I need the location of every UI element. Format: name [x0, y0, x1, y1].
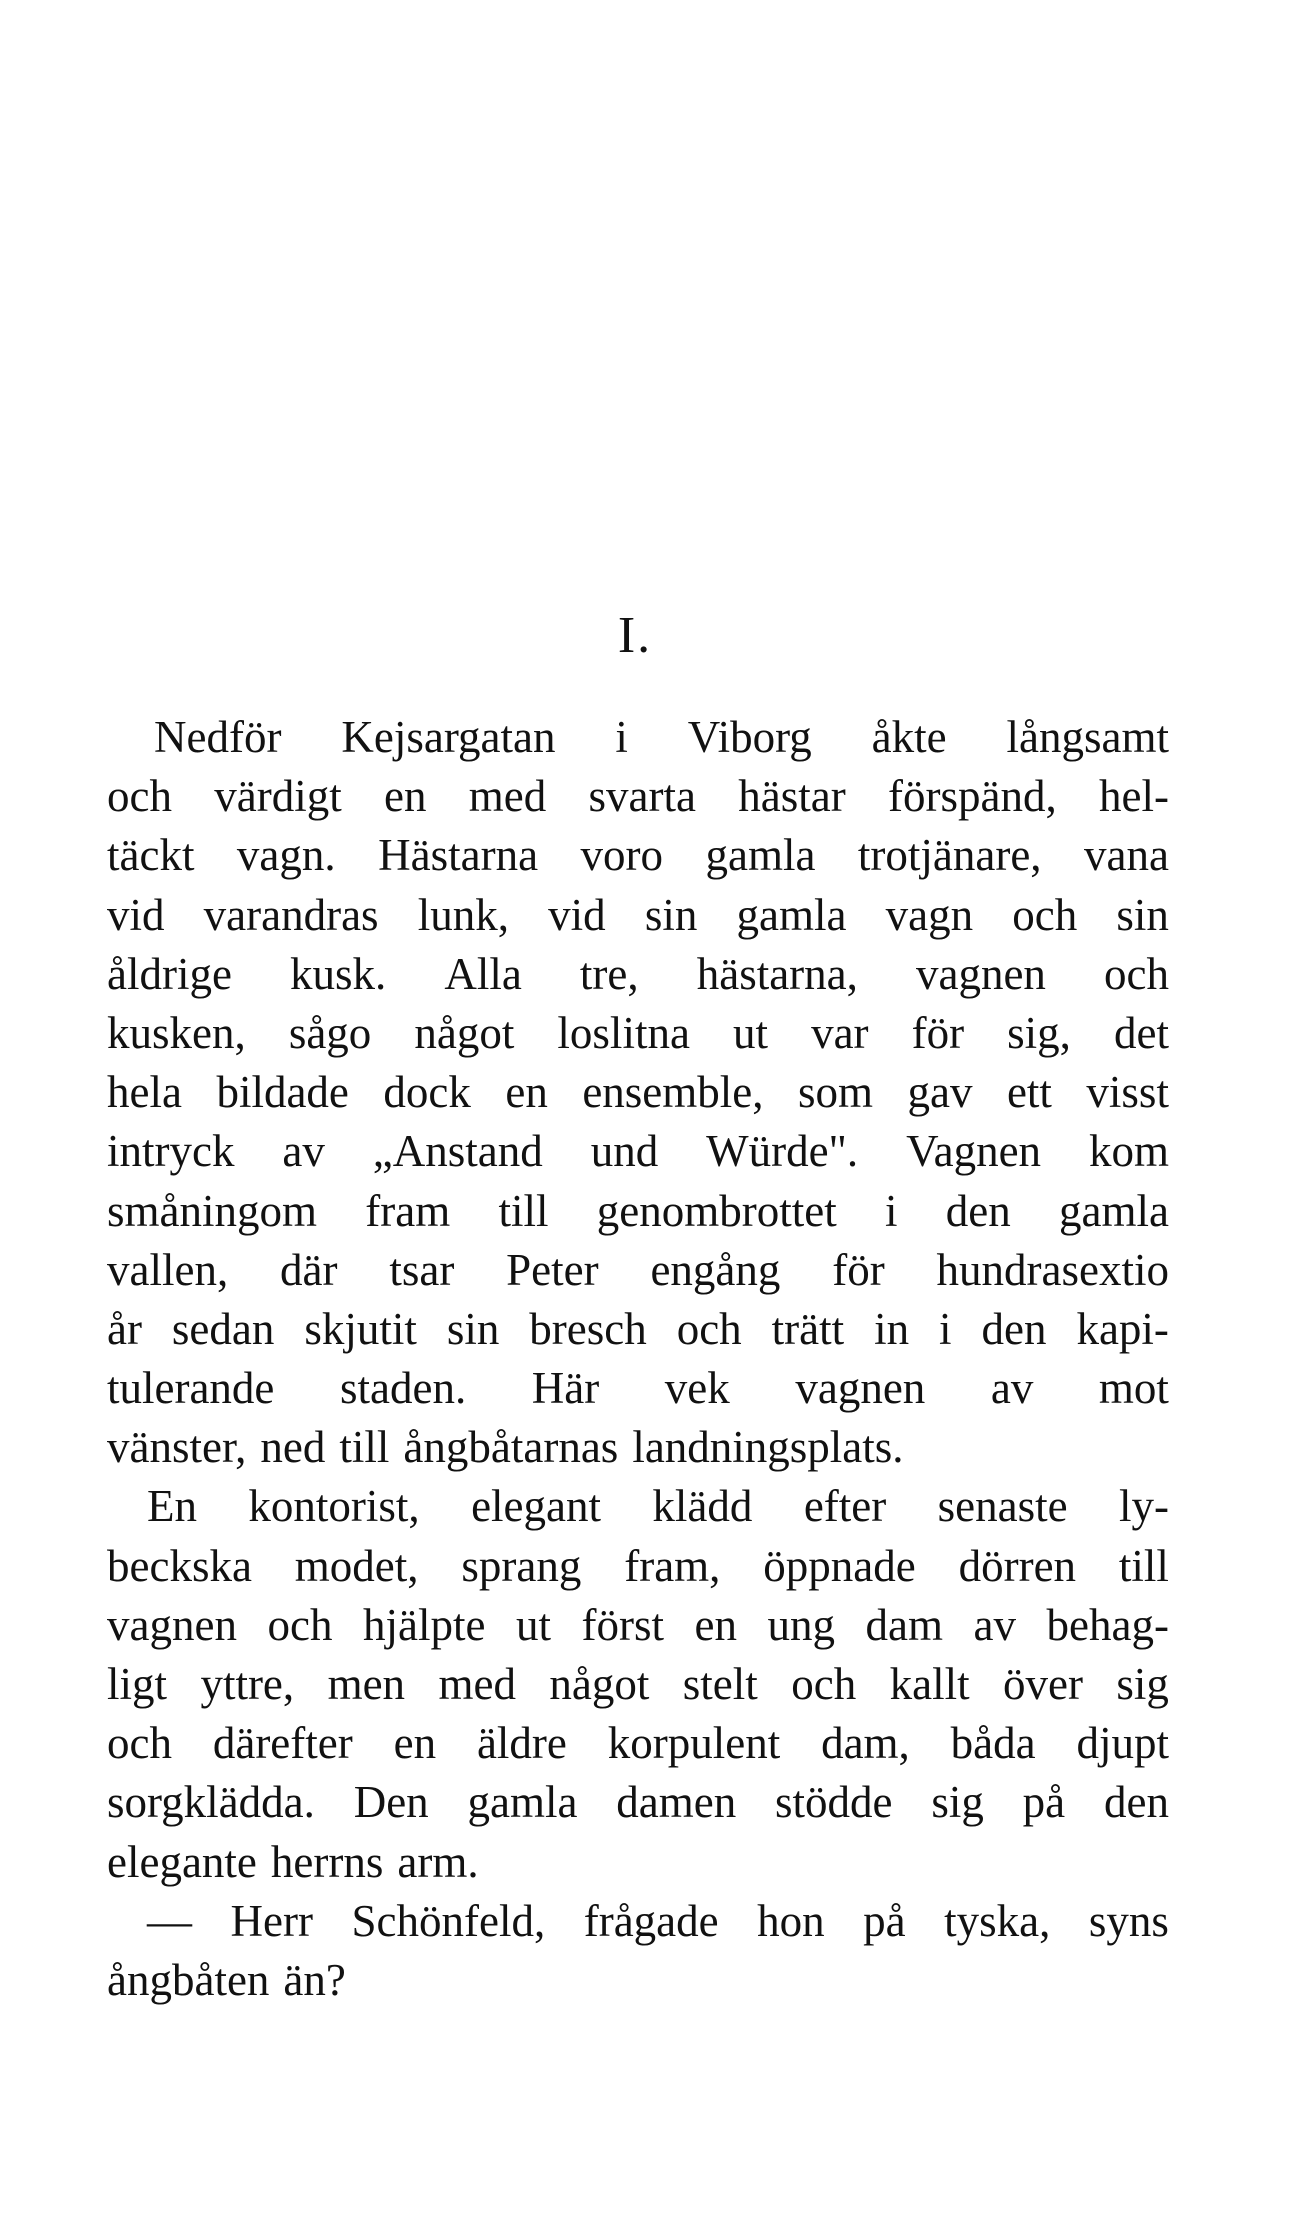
word: damen — [616, 1777, 737, 1828]
word: elegant — [471, 1481, 602, 1532]
word: som — [797, 1067, 873, 1118]
word: ensemble, — [582, 1067, 764, 1118]
word: kusk. — [290, 948, 387, 999]
word: sig, — [1007, 1007, 1071, 1058]
word: till — [498, 1185, 549, 1236]
word: vek — [664, 1363, 730, 1414]
word: efter — [803, 1481, 887, 1532]
word: långsamt — [1006, 712, 1169, 762]
text-line — [107, 1241, 1169, 1300]
word: kontorist, — [248, 1481, 420, 1532]
word: något — [549, 1659, 650, 1709]
word: sig — [1116, 1659, 1169, 1709]
word: därefter — [212, 1718, 353, 1769]
word: bildade — [216, 1067, 349, 1118]
text-line — [107, 1300, 1169, 1359]
text-line — [107, 1063, 1169, 1122]
word: behag- — [1046, 1599, 1169, 1650]
word: till — [339, 1422, 390, 1473]
word: år — [107, 1303, 142, 1354]
word: småningom — [107, 1185, 317, 1236]
text-line — [107, 708, 1169, 767]
word: ned — [260, 1422, 326, 1473]
text-line — [107, 1596, 1169, 1655]
word: Würde". — [706, 1126, 859, 1177]
word: svarta — [588, 771, 696, 822]
word: hästarna, — [696, 948, 858, 999]
word: i — [939, 1303, 952, 1354]
word: den — [981, 1303, 1047, 1354]
word: intryck — [107, 1126, 235, 1177]
word: äldre — [476, 1718, 567, 1769]
word: för — [832, 1244, 885, 1295]
word: till — [1118, 1540, 1169, 1591]
word: vagnen — [795, 1363, 926, 1414]
word: på — [863, 1895, 906, 1946]
word: värdigt — [214, 771, 342, 822]
word: hela — [107, 1067, 182, 1118]
word: och — [107, 771, 172, 822]
word: mot — [1098, 1363, 1169, 1414]
word: av — [973, 1599, 1016, 1650]
word: trotjänare, — [857, 830, 1042, 881]
word: „Anstand — [372, 1126, 543, 1177]
word: — — [147, 1895, 192, 1946]
word: med — [438, 1659, 516, 1709]
word: kapi- — [1076, 1303, 1169, 1354]
word: korpulent — [607, 1718, 781, 1769]
word: och — [267, 1599, 333, 1650]
word: av — [282, 1126, 325, 1177]
word: stelt — [682, 1659, 758, 1709]
word: Herr — [230, 1895, 313, 1946]
word: und — [590, 1126, 659, 1177]
word: Schönfeld, — [351, 1895, 546, 1946]
word: och — [107, 1718, 172, 1769]
word: staden. — [339, 1363, 467, 1414]
word: en — [393, 1718, 437, 1769]
text-line — [107, 1951, 1169, 2010]
word: visst — [1086, 1067, 1169, 1118]
word: fram, — [624, 1540, 721, 1591]
word: täckt — [107, 830, 195, 881]
text-line — [107, 1477, 1169, 1536]
word: vagn. — [236, 830, 336, 881]
word: med — [468, 771, 547, 822]
word: bresch — [529, 1303, 647, 1354]
word: det — [1113, 1007, 1169, 1058]
word: tsar — [389, 1244, 455, 1295]
word: i — [615, 712, 628, 762]
word: genombrottet — [596, 1185, 837, 1236]
word: kusken, — [107, 1007, 246, 1058]
word: var — [811, 1007, 869, 1058]
body-text — [107, 708, 1169, 2010]
word: och — [1104, 948, 1169, 999]
word: syns — [1088, 1895, 1169, 1946]
word: skjutit — [304, 1303, 417, 1354]
word: där — [280, 1244, 338, 1295]
text-line — [107, 1773, 1169, 1832]
word: stödde — [775, 1777, 893, 1828]
word: Här — [531, 1363, 600, 1414]
word: trätt — [771, 1303, 845, 1354]
text-line — [107, 1537, 1169, 1596]
word: gamla — [736, 889, 847, 940]
word: sågo — [288, 1007, 372, 1058]
word: dock — [383, 1067, 471, 1118]
word: lunk, — [417, 889, 509, 940]
word: En — [147, 1481, 197, 1532]
text-line — [107, 1004, 1169, 1063]
word: på — [1022, 1777, 1066, 1828]
word: Den — [353, 1777, 429, 1828]
word: ut — [732, 1007, 768, 1058]
word: gav — [907, 1067, 973, 1118]
word: först — [581, 1599, 664, 1650]
word: ångbåtarnas — [403, 1422, 619, 1473]
word: Alla — [444, 948, 522, 999]
word: tre, — [579, 948, 639, 999]
word: en — [384, 771, 427, 822]
word: Viborg — [687, 712, 812, 762]
word: hundrasextio — [936, 1244, 1169, 1295]
word: dam — [865, 1599, 943, 1650]
text-line — [107, 767, 1169, 826]
word: vid — [107, 889, 165, 940]
word: åldrige — [107, 948, 232, 999]
word: gamla — [1059, 1185, 1169, 1236]
word: elegante — [107, 1836, 257, 1887]
text-line — [107, 945, 1169, 1004]
word: ligt — [107, 1659, 168, 1709]
word: dam, — [821, 1718, 910, 1769]
word: öppnade — [763, 1540, 916, 1591]
word: hel- — [1099, 771, 1169, 822]
word: Hästarna — [378, 830, 539, 881]
word: för — [911, 1007, 965, 1058]
word: loslitna — [557, 1007, 690, 1058]
word: vagnen — [107, 1599, 237, 1650]
word: klädd — [652, 1481, 753, 1532]
word: förspänd, — [888, 771, 1057, 822]
word: hästar — [738, 771, 846, 822]
word: herrns — [270, 1836, 384, 1887]
word: senaste — [937, 1481, 1068, 1532]
word: gamla — [467, 1777, 578, 1828]
word: ångbåten — [107, 1954, 270, 2005]
word: yttre, — [200, 1659, 295, 1709]
word: varandras — [203, 889, 379, 940]
word: beckska — [107, 1540, 252, 1591]
word: hjälpte — [362, 1599, 486, 1650]
word: hon — [757, 1895, 825, 1946]
text-line — [107, 1714, 1169, 1773]
word: in — [874, 1303, 910, 1354]
word: gamla — [705, 830, 816, 881]
word: vagn — [885, 889, 974, 940]
text-line — [107, 1892, 1169, 1951]
word: ut — [515, 1599, 551, 1650]
word: dörren — [958, 1540, 1077, 1591]
word: voro — [580, 830, 664, 881]
text-line — [107, 1122, 1169, 1181]
word: och — [1012, 889, 1078, 940]
word: fram — [365, 1185, 451, 1236]
word: sedan — [171, 1303, 275, 1354]
word: den — [945, 1185, 1011, 1236]
word: och — [791, 1659, 857, 1709]
word: över — [1003, 1659, 1083, 1709]
word: vana — [1084, 830, 1169, 881]
word: vänster, — [107, 1422, 247, 1473]
word: än? — [283, 1954, 346, 2005]
word: av — [990, 1363, 1034, 1414]
text-line — [107, 886, 1169, 945]
word: kom — [1088, 1126, 1169, 1177]
word: något — [414, 1007, 515, 1058]
word: kallt — [889, 1659, 970, 1709]
word: vallen, — [107, 1244, 229, 1295]
word: den — [1103, 1777, 1169, 1828]
word: arm. — [397, 1836, 479, 1887]
word: en — [505, 1067, 548, 1118]
word: ly- — [1119, 1481, 1169, 1532]
text-line — [107, 1833, 1169, 1892]
word: sprang — [461, 1540, 582, 1591]
word: tyska, — [944, 1895, 1051, 1946]
word: Peter — [506, 1244, 599, 1295]
word: Vagnen — [906, 1126, 1042, 1177]
word: sin — [1116, 889, 1169, 940]
word: sin — [446, 1303, 500, 1354]
word: Kejsargatan — [341, 712, 556, 762]
word: Nedför — [154, 712, 282, 762]
word: frågade — [583, 1895, 719, 1946]
word: sin — [644, 889, 698, 940]
word: men — [327, 1659, 406, 1709]
word: ung — [767, 1599, 835, 1650]
word: sig — [931, 1777, 984, 1828]
word: och — [676, 1303, 742, 1354]
text-line — [107, 1182, 1169, 1241]
word: djupt — [1076, 1718, 1169, 1769]
chapter-number: I. — [617, 607, 653, 664]
text-line — [107, 1418, 1169, 1477]
word: engång — [650, 1244, 781, 1295]
word: en — [694, 1599, 737, 1650]
word: sorgklädda. — [107, 1777, 315, 1828]
word: vid — [548, 889, 606, 940]
word: tulerande — [107, 1363, 275, 1414]
word: modet, — [294, 1540, 419, 1591]
word: ett — [1006, 1067, 1052, 1118]
word: vagnen — [915, 948, 1046, 999]
word: i — [884, 1185, 898, 1236]
word: landningsplats. — [632, 1422, 904, 1473]
text-line — [107, 1359, 1169, 1418]
text-line — [107, 826, 1169, 885]
text-line — [107, 1655, 1169, 1714]
word: åkte — [871, 712, 947, 762]
word: båda — [950, 1718, 1036, 1769]
